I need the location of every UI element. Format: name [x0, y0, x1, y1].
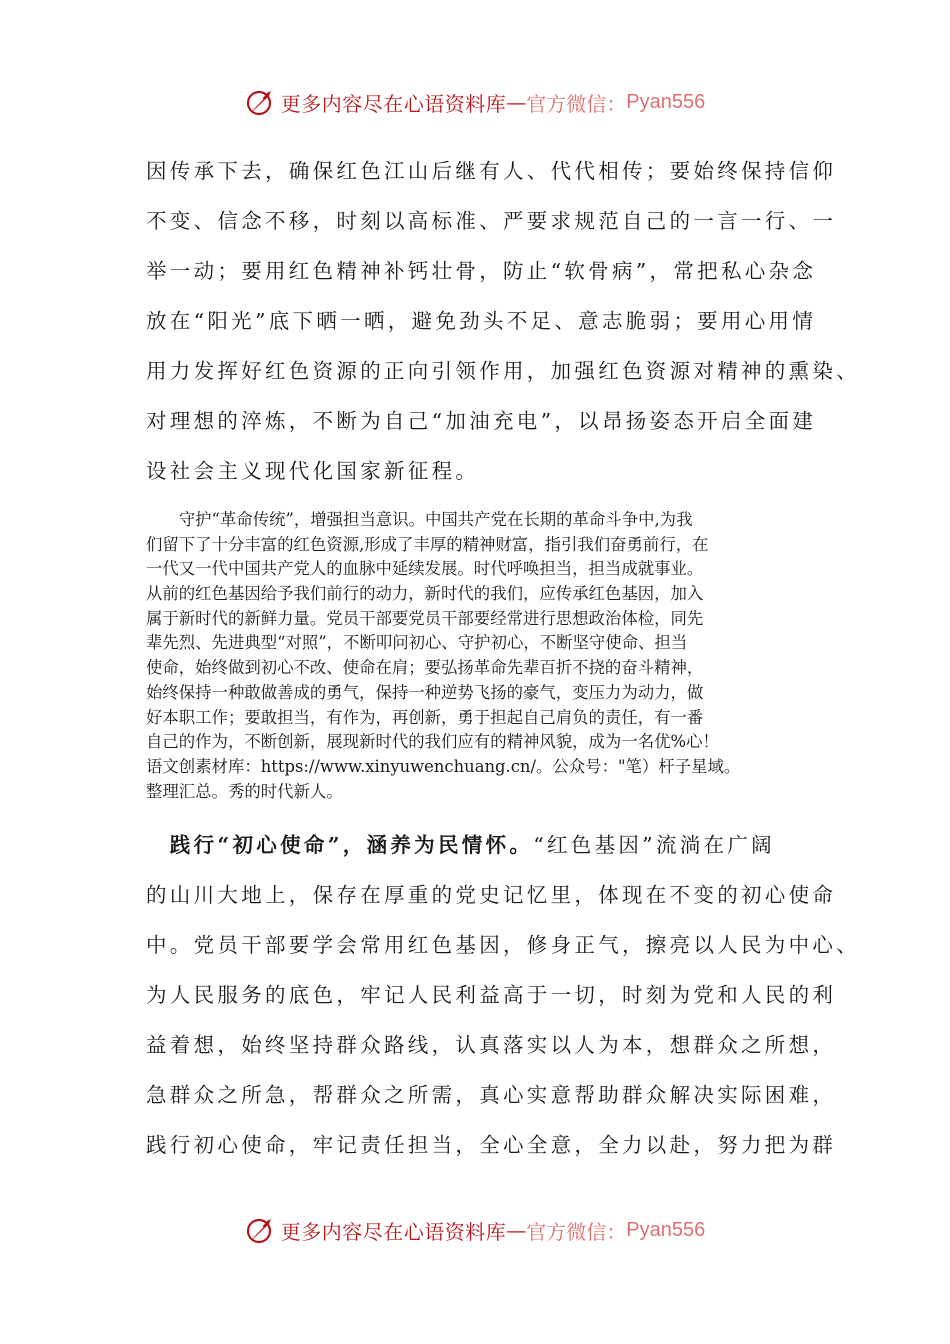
text-line-first — [146, 820, 826, 870]
banner-separator: — — [506, 90, 527, 114]
text-line: 益着想，始终坚持群众路线，认真落实以人为本，想群众之所想， — [146, 1033, 837, 1057]
text-line: 放在“阳光”底下晒一晒，避免劲头不足、意志脆弱；要用心用情 — [146, 309, 817, 333]
text-line: 为人民服务的底色，牢记人民利益高于一切，时刻为党和人民的利 — [146, 983, 837, 1007]
paragraph-continuation — [146, 146, 860, 496]
text-line: 因传承下去，确保红色江山后继有人、代代相传；要始终保持信仰 — [146, 159, 837, 183]
text-line: 践行初心使命，牢记责任担当，全心全意，全力以赴，努力把为群 — [146, 1133, 837, 1157]
banner-wechat-id: Pyan556 — [626, 1218, 706, 1241]
paragraph-original-mission — [146, 820, 860, 1170]
paragraph-heading-rest: “红色基因”流淌在广阔 — [533, 833, 775, 857]
text-line: 守护“革命传统”，增强担当意识。中国共产党在长期的革命斗争中,为我 — [146, 510, 693, 529]
text-line: 一代又一代中国共产党人的血脉中延续发展。时代呼唤担当，担当成就事业。 — [146, 559, 704, 579]
banner-wechat-label: 官方微信： — [526, 1219, 627, 1244]
text-line: 不变、信念不移，时刻以高标准、严要求规范自己的一言一行、一 — [146, 209, 837, 233]
text-line: 从前的红色基因给予我们前行的动力，新时代的我们，应传承红色基因，加入 — [146, 584, 704, 604]
banner-separator: — — [506, 1218, 527, 1242]
feather-pen-icon — [245, 87, 275, 117]
text-line: 们留下了十分丰富的红色资源,形成了丰厚的精神财富，指引我们奋勇前行，在 — [146, 534, 709, 554]
text-line: 好本职工作；要敢担当，有作为，再创新，勇于担起自己肩负的责任，有一番 — [146, 707, 704, 727]
text-line: 的山川大地上，保存在厚重的党史记忆里，体现在不变的初心使命 — [146, 883, 837, 907]
text-line: 用力发挥好红色资源的正向引领作用，加强红色资源对精神的熏染、 — [146, 359, 860, 383]
header-banner — [0, 82, 950, 122]
text-line: 始终保持一种敢做善成的勇气，保持一种逆势飞扬的豪气，变压力为动力，做 — [146, 682, 704, 702]
footer-banner — [0, 1210, 950, 1250]
text-line: 自己的作为，不断创新，展现新时代的我们应有的精神风貌，成为一名优%心！ — [146, 732, 719, 752]
text-line: 中。党员干部要学会常用红色基因，修身正气，擦亮以人民为中心、 — [146, 933, 860, 957]
text-line: 急群众之所急，帮群众之所需，真心实意帮助群众解决实际困难， — [146, 1083, 837, 1107]
text-line: 辈先烈、先进典型“对照”，不断叩问初心、守护初心，不断坚守使命、担当 — [146, 633, 688, 653]
text-line: 整理汇总。秀的时代新人。 — [146, 781, 343, 801]
banner-text: 更多内容尽在心语资料库 — [280, 91, 507, 116]
feather-pen-icon — [245, 1215, 275, 1245]
paragraph-heading: 践行“初心使命”，涵养为民情怀。 — [146, 833, 534, 857]
banner-text: 更多内容尽在心语资料库 — [280, 1219, 507, 1244]
text-line: 属于新时代的新鲜力量。党员干部要党员干部要经常进行思想政治体检，同先 — [146, 608, 704, 628]
text-line: 设社会主义现代化国家新征程。 — [146, 459, 480, 483]
text-line: 举一动；要用红色精神补钙壮骨，防止“软骨病”，常把私心杂念 — [146, 259, 817, 283]
paragraph-revolutionary-tradition — [146, 508, 826, 804]
banner-wechat-label: 官方微信： — [526, 91, 627, 116]
text-line: 使命，始终做到初心不改、使命在肩；要弘扬革命先辈百折不挠的奋斗精神， — [146, 658, 704, 678]
banner-wechat-id: Pyan556 — [626, 90, 706, 113]
text-line: 语文创素材库：https://www.xinyuwenchuang.cn/。公众号："笔）杆子星域。 — [146, 756, 741, 776]
text-line: 对理想的淬炼，不断为自己“加油充电”，以昂扬姿态开启全面建 — [146, 409, 817, 433]
